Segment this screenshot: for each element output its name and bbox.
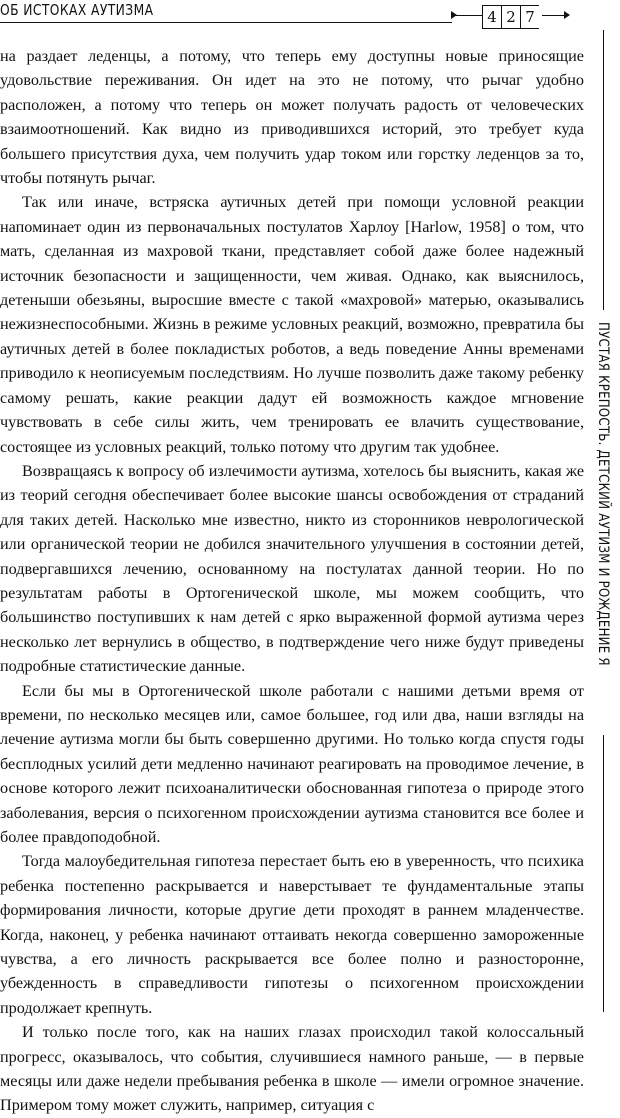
page-digit: 2	[501, 5, 520, 29]
page-digit: 4	[482, 5, 501, 29]
paragraph: Возвращаясь к вопросу об излечимости аутизма, хотелось бы выяснить, какая же из теорий сегодня обеспечивает более высокие шансы освобождения от страданий для таких детей. Насколько мне известно, никто из сторонников неврологической или органической теории не добился значительного улучшения в состоянии детей, подвергавшихся лечению, основанному на постулатах данной теории. Но по результатам работы в Ортогенической школе, мы можем сообщить, что большинство поступивших к нам детей с ярко выраженной формой аутизма через несколько лет вернулись в общество, в подтверждение чего ниже будут приведены подробные статистические данные.	[0, 461, 584, 676]
page-digit: 7	[520, 5, 539, 29]
paragraph: Если бы мы в Ортогенической школе работали с нашими детьми время от времени, по несколько месяцев или, самое большее, год или два, наши взгляды на лечение аутизма могли бы быть совершенно другими. Но только когда спустя годы бесплодных усилий дети медленно начинают реагировать на проводимое лечение, в основе которого лежит психоаналитически обоснованная гипотеза о природе этого заболевания, версия о психогенном происхождении аутизма становится все более и более правдоподобной.	[0, 681, 584, 846]
arrow-right-icon	[542, 15, 568, 16]
side-book-title-text: ПУСТАЯ КРЕПОСТЬ. ДЕТСКИЙ АУТИЗМ И РОЖДЕНИЕ Я	[595, 322, 611, 666]
page-number	[482, 2, 539, 32]
side-rule-top	[603, 30, 604, 310]
arrow-left-icon	[452, 15, 482, 16]
paragraph: Так или иначе, встряска аутичных детей при помощи условной реакции напоминает один из первоначальных постулатов Харлоу [Harlow, 1958] о том, что мать, сделанная из махровой ткани, представляет собой даже более надежный источник безопасности и защищенности, чем живая. Однако, как выяснилось, детеныши обезьяны, выросшие вместе с такой «махровой» матерью, оказывались нежизнеспособными. Жизнь в режиме условных реакций, возможно, превратила бы аутичных детей в более покладистых роботов, а ведь поведение Анны временами приводило к неописуемым последствиям. Но лучше позволить даже такому ребенку самому решать, какие реакции дадут ей возможность каждое мгновение чувствовать в себе силы жить, чем тренировать ее влачить существование, состоящее из условных реакций, только потому что другим так удобнее.	[0, 193, 584, 456]
paragraph: Тогда малоубедительная гипотеза перестает быть ею в уверенность, что психика ребенка постепенно раскрывается и наверстывает те фундаментальные этапы формирования личности, которые другие дети проходят в раннем младенчестве. Когда, наконец, у ребенка начинают оттаивать некогда совершенно замороженные чувства, а его личность раскрывается все более полно и разносторонне, убежденность в справедливости гипотезы о психогенном происхождении продолжает крепнуть.	[0, 852, 584, 1017]
side-rule-bottom	[603, 735, 604, 1012]
paragraph: И только после того, как на наших глазах происходил такой колоссальный прогресс, оказывалось, что события, случившиеся намного раньше, — в первые месяцы или даже недели пребывания ребенка в школе — имели огромное значение. Примером тому может служить, например, ситуация с	[0, 1023, 584, 1115]
body-text	[0, 44, 584, 1118]
paragraph: на раздает леденцы, а потому, что теперь ему доступны новые приносящие удовольствие переживания. Он идет на это не потому, что рычаг удобно расположен, а потому что теперь он может получать радость от человеческих взаимоотношений. Как видно из приводившихся историй, это требует куда большего присутствия духа, чем получить удар током или горстку леденцов за то, чтобы потянуть рычаг.	[0, 47, 584, 188]
running-head: ОБ ИСТОКАХ АУТИЗМА	[0, 1, 154, 19]
header-rule	[0, 22, 452, 23]
side-book-title	[594, 322, 612, 731]
